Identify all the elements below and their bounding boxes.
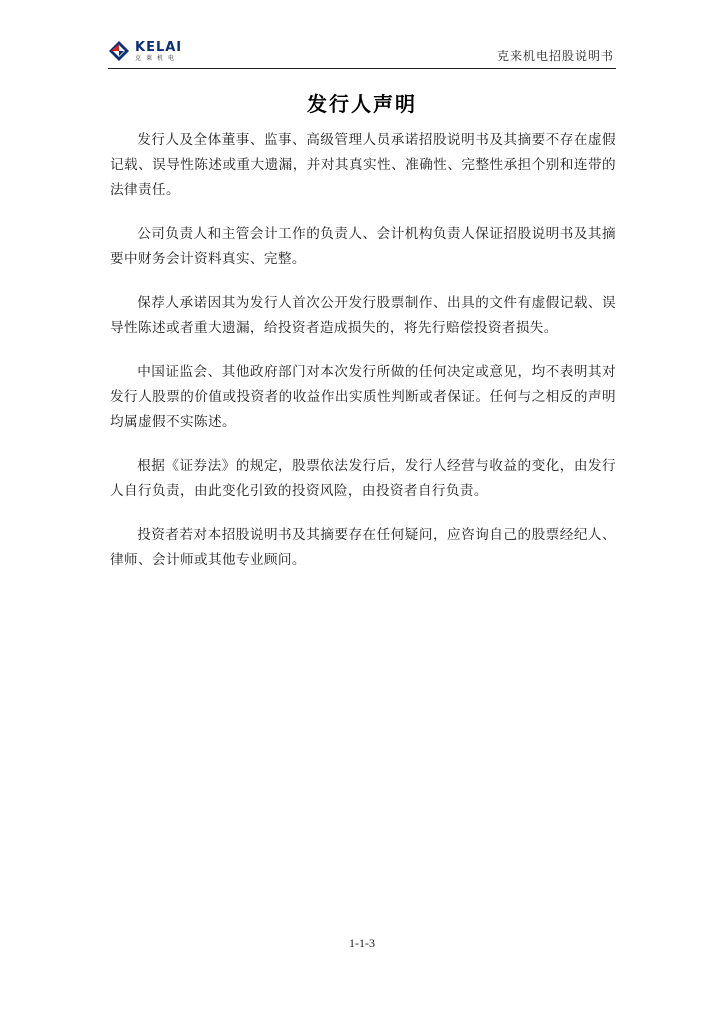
paragraph-3: 保荐人承诺因其为发行人首次公开发行股票制作、出具的文件有虚假记载、误导性陈述或者重大遗漏，给投资者造成损失的，将先行赔偿投资者损失。 bbox=[110, 295, 616, 336]
declaration-body bbox=[110, 128, 616, 592]
page-title: 发行人声明 bbox=[307, 92, 417, 116]
logo-brand-cn: 克莱机电 bbox=[135, 54, 180, 62]
paragraph-5: 根据《证券法》的规定，股票依法发行后，发行人经营与收益的变化，由发行人自行负责，由此变化引致的投资风险，由投资者自行负责。 bbox=[110, 458, 616, 499]
paragraph-4: 中国证监会、其他政府部门对本次发行所做的任何决定或意见，均不表明其对发行人股票的价值或投资者的收益作出实质性判断或者保证。任何与之相反的声明均属虚假不实陈述。 bbox=[110, 364, 616, 430]
paragraph-2: 公司负责人和主管会计工作的负责人、会计机构负责人保证招股说明书及其摘要中财务会计资料真实、完整。 bbox=[110, 226, 616, 267]
company-logo bbox=[108, 38, 182, 64]
kelai-diamond-logo-icon bbox=[108, 40, 130, 62]
header-document-title: 克来机电招股说明书 bbox=[496, 49, 614, 63]
paragraph-6: 投资者若对本招股说明书及其摘要存在任何疑问，应咨询自己的股票经纪人、律师、会计师或其他专业顾问。 bbox=[110, 527, 616, 568]
logo-brand-en: KELAI bbox=[135, 39, 183, 55]
page-number: 1-1-3 bbox=[349, 936, 375, 950]
paragraph-1: 发行人及全体董事、监事、高级管理人员承诺招股说明书及其摘要不存在虚假记载、误导性陈述或重大遗漏，并对其真实性、准确性、完整性承担个别和连带的法律责任。 bbox=[110, 132, 616, 198]
page-header bbox=[108, 38, 616, 69]
